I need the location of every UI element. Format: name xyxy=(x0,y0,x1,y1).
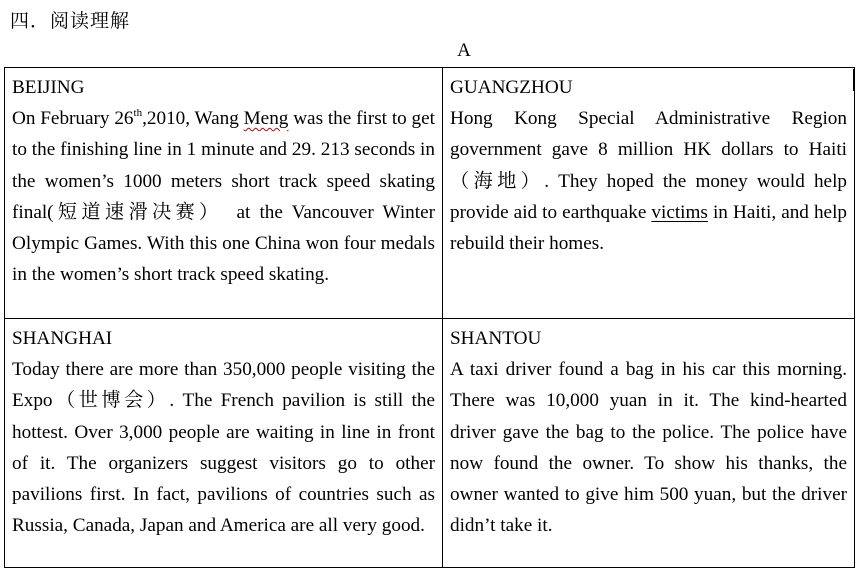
table-row xyxy=(5,68,855,319)
passage-guangzhou: Hong Kong Special Administrative Region government gave 8 million HK dollars to Haiti（海地）. They hoped the money would help provide aid to earthquake victims in Haiti, and help rebuild their homes. xyxy=(450,108,847,255)
cell-shanghai xyxy=(5,319,443,568)
table-row xyxy=(5,319,855,568)
spellcheck-word: Meng xyxy=(243,108,289,130)
city-heading-shantou: SHANTOU xyxy=(450,328,542,349)
text-cursor-mark xyxy=(853,69,855,91)
cell-shantou xyxy=(443,319,855,568)
passage-shanghai: Today there are more than 350,000 people visiting the Expo（世博会）. The French pavilion is still the hottest. Over 3,000 people are waiting in line in front of it. The organizers suggest visitors go to other pavilions first. In fact, pavilions of countries such as Russia, Canada, Japan and America are all very good. xyxy=(12,359,435,537)
passage-shantou: A taxi driver found a bag in his car this morning. There was 10,000 yuan in it. The kind-hearted driver gave the bag to the police. The police have now found the owner. To show his thanks, the owner wanted to give him 500 yuan, but the driver didn’t take it. xyxy=(450,359,847,537)
city-heading-guangzhou: GUANGZHOU xyxy=(450,77,573,98)
cell-beijing xyxy=(5,68,443,319)
city-heading-shanghai: SHANGHAI xyxy=(12,328,113,349)
city-heading-beijing: BEIJING xyxy=(12,77,85,98)
section-heading: 四．阅读理解 xyxy=(10,11,131,32)
cell-guangzhou xyxy=(443,68,855,319)
ordinal-suffix: th xyxy=(133,107,143,120)
passage-beijing: On February 26th,2010, Wang Meng was the first to get to the finishing line in 1 minute and 29. 213 seconds in the women’s 1000 meters short track speed skating final(短道速滑决赛） at the Vancouver Winter Olympic Games. With this one China won four medals in the women’s short track speed skating. xyxy=(12,107,435,286)
news-table xyxy=(4,67,855,568)
passage-label: A xyxy=(457,40,471,61)
underlined-word: victims xyxy=(651,201,708,223)
